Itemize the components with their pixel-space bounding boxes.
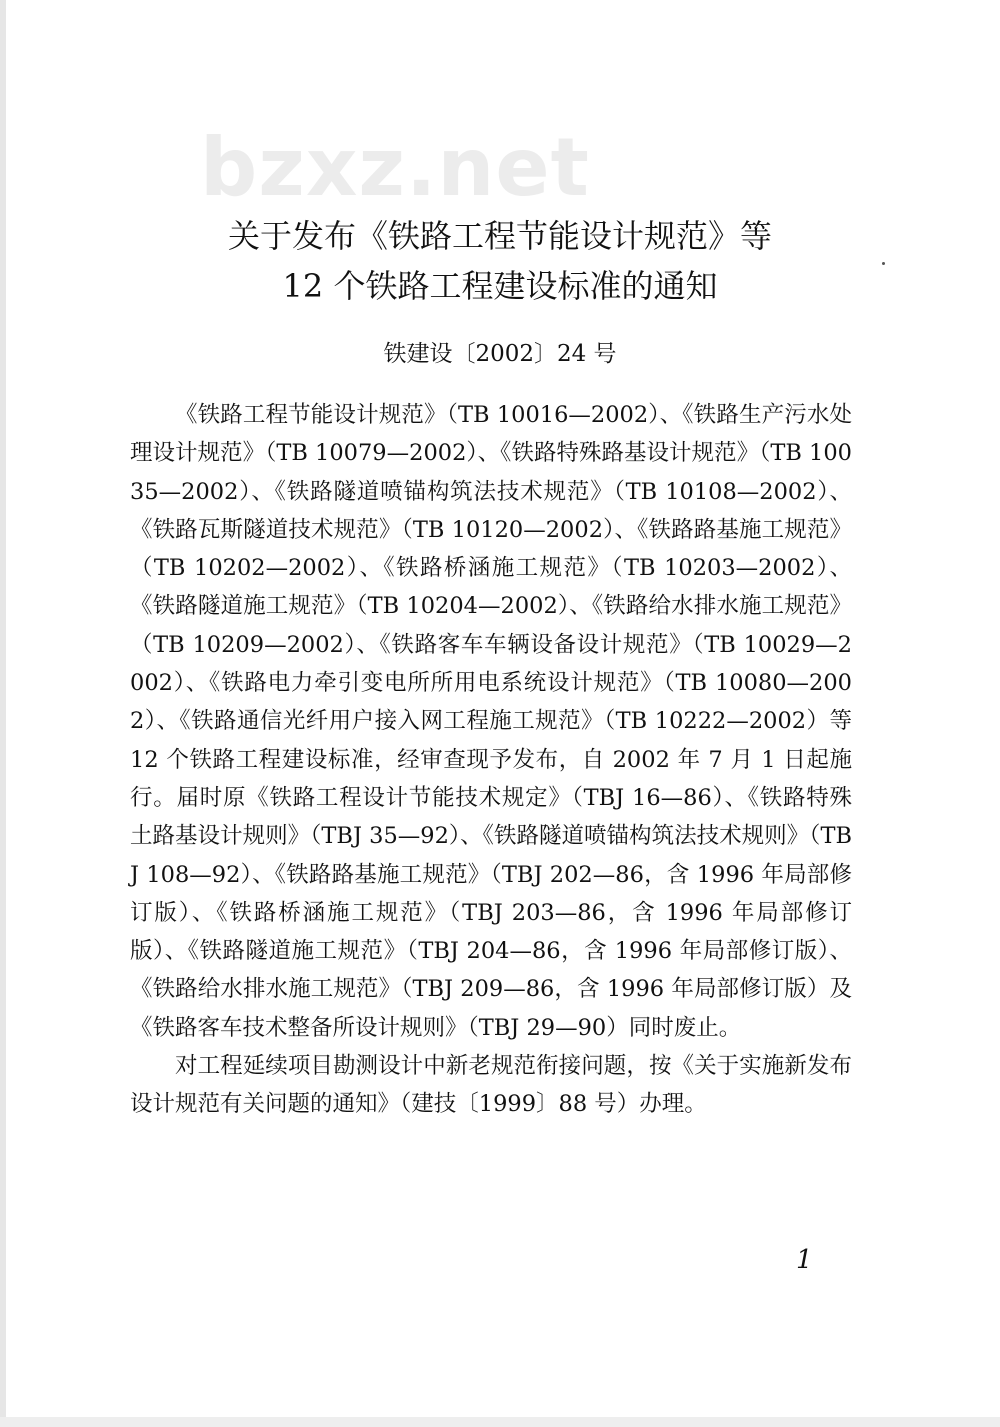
paragraph-1: 《铁路工程节能设计规范》（TB 10016—2002）、《铁路生产污水处理设计规范》（TB 10079—2002）、《铁路特殊路基设计规范》（TB 10035—2002）、《铁路隧道喷锚构筑法技术规范》（TB 10108—2002）、《铁路瓦斯隧道技术规范》（TB 10120—2002）、《铁路路基施工规范》（TB 10202—2002）、《铁路桥涵施工规范》（TB 10203—2002）、《铁路隧道施工规范》（TB 10204—2002）、《铁路给水排水施工规范》（TB 10209—2002）、《铁路客车车辆设备设计规范》（TB 10029—2002）、《铁路电力牵引变电所所用电系统设计规范》（TB 10080—2002）、《铁路通信光纤用户接入网工程施工规范》（TB 10222—2002）等 12 个铁路工程建设标准，经审查现予发布，自 2002 年 7 月 1 日起施行。届时原《铁路工程设计节能技术规定》（TBJ 16—86）、《铁路特殊土路基设计规则》（TBJ 35—92）、《铁路隧道喷锚构筑法技术规则》（TBJ 108—92）、《铁路路基施工规范》（TBJ 202—86，含 1996 年局部修订版）、《铁路桥涵施工规范》（TBJ 203—86，含 1996 年局部修订版）、《铁路隧道施工规范》（TBJ 204—86，含 1996 年局部修订版）、《铁路给水排水施工规范》（TBJ 209—86，含 1996 年局部修订版）及《铁路客车技术整备所设计规则》（TBJ 29—90）同时废止。 — [130, 402, 852, 1041]
scan-speck — [882, 262, 885, 265]
document-number: 铁建设〔2002〕24 号 — [383, 341, 617, 367]
title-line-1: 关于发布《铁路工程节能设计规范》等 — [227, 217, 772, 255]
scan-edge-left — [0, 0, 6, 1427]
title-line-2: 12 个铁路工程建设标准的通知 — [282, 267, 718, 305]
page-number: 1 — [796, 1245, 813, 1275]
watermark: bzxz.net — [200, 121, 590, 214]
scan-edge-bottom — [0, 1417, 1000, 1427]
body-text — [130, 396, 852, 1124]
paragraph-2: 对工程延续项目勘测设计中新老规范衔接问题，按《关于实施新发布设计规范有关问题的通知》（建技〔1999〕88 号）办理。 — [130, 1053, 852, 1118]
